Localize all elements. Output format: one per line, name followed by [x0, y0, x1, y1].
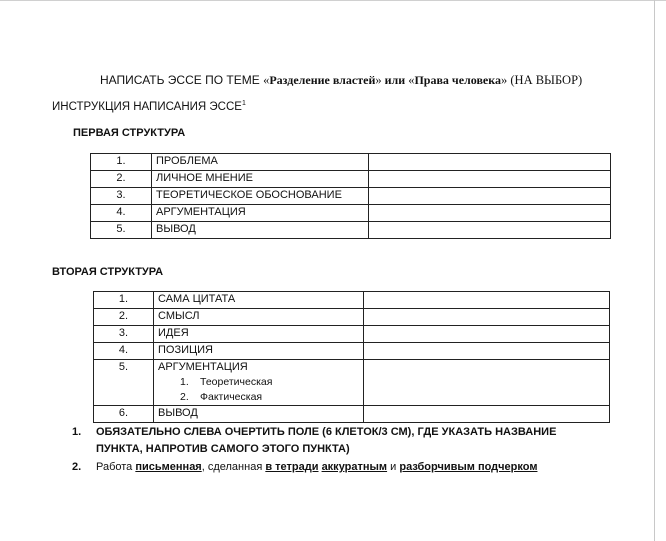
sublist-label: Фактическая [200, 391, 263, 403]
row-label: ЛИЧНОЕ МНЕНИЕ [152, 171, 369, 188]
row-number: 4. [91, 205, 152, 222]
title-quote: » [501, 73, 508, 87]
row-label: АРГУМЕНТАЦИЯ [158, 361, 248, 373]
sublist-item [158, 375, 359, 390]
table-row [91, 154, 611, 171]
row-value-cell[interactable] [369, 171, 611, 188]
row-label: АРГУМЕНТАЦИЯ [152, 205, 369, 222]
table-row [91, 222, 611, 239]
row-value-cell[interactable] [364, 309, 610, 326]
row-value-cell[interactable] [369, 188, 611, 205]
title-quote: « [263, 73, 270, 87]
requirement-item [72, 459, 596, 476]
title-quote: » [375, 73, 382, 87]
sublist-item [158, 390, 359, 405]
row-value-cell[interactable] [364, 343, 610, 360]
table-row [91, 188, 611, 205]
row-number: 3. [91, 188, 152, 205]
row-value-cell[interactable] [364, 406, 610, 423]
row-value-cell[interactable] [369, 154, 611, 171]
title-topic-1: Разделение властей [269, 73, 376, 87]
table-row [94, 343, 610, 360]
row-value-cell[interactable] [364, 292, 610, 309]
title-prefix: НАПИСАТЬ ЭССЕ ПО ТЕМЕ [100, 73, 264, 87]
table-row [91, 205, 611, 222]
title-topic-2: Права человека [414, 73, 501, 87]
row-number: 2. [94, 309, 154, 326]
row-value-cell[interactable] [364, 360, 610, 406]
table-row [94, 360, 610, 406]
row-label: СМЫСЛ [154, 309, 364, 326]
requirement-text: , сделанная [201, 461, 266, 473]
row-number: 3. [94, 326, 154, 343]
row-number: 1. [91, 154, 152, 171]
title-suffix: (НА ВЫБОР) [507, 73, 583, 87]
requirement-item [72, 424, 596, 458]
row-value-cell[interactable] [369, 222, 611, 239]
emphasis-neat: аккуратным [321, 461, 388, 473]
row-number: 5. [94, 360, 154, 406]
structure-2-heading: ВТОРАЯ СТРУКТУРА [52, 266, 164, 278]
emphasis-written: письменная [135, 461, 202, 473]
row-number: 6. [94, 406, 154, 423]
footnote-marker: 1 [241, 100, 246, 107]
instruction-heading [52, 101, 246, 113]
row-label: ПОЗИЦИЯ [154, 343, 364, 360]
row-number: 5. [91, 222, 152, 239]
requirements-list [72, 424, 596, 476]
table-row [94, 309, 610, 326]
table-row [94, 406, 610, 423]
title-or: или [381, 73, 409, 87]
row-label: ПРОБЛЕМА [152, 154, 369, 171]
row-label: САМА ЦИТАТА [154, 292, 364, 309]
structure-1-heading: ПЕРВАЯ СТРУКТУРА [73, 127, 186, 139]
table-row [94, 292, 610, 309]
row-label-with-sublist [154, 360, 364, 406]
row-number: 1. [94, 292, 154, 309]
sublist-number: 2. [180, 391, 189, 403]
requirement-text: Работа [96, 461, 136, 473]
requirement-number: 1. [72, 426, 82, 438]
row-value-cell[interactable] [364, 326, 610, 343]
structure-2-table [93, 291, 610, 423]
row-label: ИДЕЯ [154, 326, 364, 343]
sublist-number: 1. [180, 376, 189, 388]
row-value-cell[interactable] [369, 205, 611, 222]
row-label: ВЫВОД [152, 222, 369, 239]
table-row [91, 171, 611, 188]
row-number: 2. [91, 171, 152, 188]
emphasis-legible: разборчивым подчерком [399, 461, 538, 473]
instruction-text: ИНСТРУКЦИЯ НАПИСАНИЯ ЭССЕ [52, 101, 242, 113]
page-right-edge [654, 0, 655, 541]
emphasis-notebook: в тетради [265, 461, 319, 473]
sublist-label: Теоретическая [200, 376, 273, 388]
requirement-number: 2. [72, 461, 82, 473]
row-number: 4. [94, 343, 154, 360]
table-row [94, 326, 610, 343]
row-label: ВЫВОД [154, 406, 364, 423]
row-label: ТЕОРЕТИЧЕСКОЕ ОБОСНОВАНИЕ [152, 188, 369, 205]
page-top-edge [0, 0, 666, 1]
title-quote: « [408, 73, 415, 87]
document-title [100, 73, 582, 88]
requirement-text: и [387, 461, 400, 473]
requirement-text: ОБЯЗАТЕЛЬНО СЛЕВА ОЧЕРТИТЬ ПОЛЕ (6 КЛЕТОК/3 СМ), ГДЕ УКАЗАТЬ НАЗВАНИЕ ПУНКТА, НАПРОТИВ САМОГО ЭТОГО ПУНКТА) [96, 426, 557, 455]
structure-1-table [90, 153, 611, 239]
